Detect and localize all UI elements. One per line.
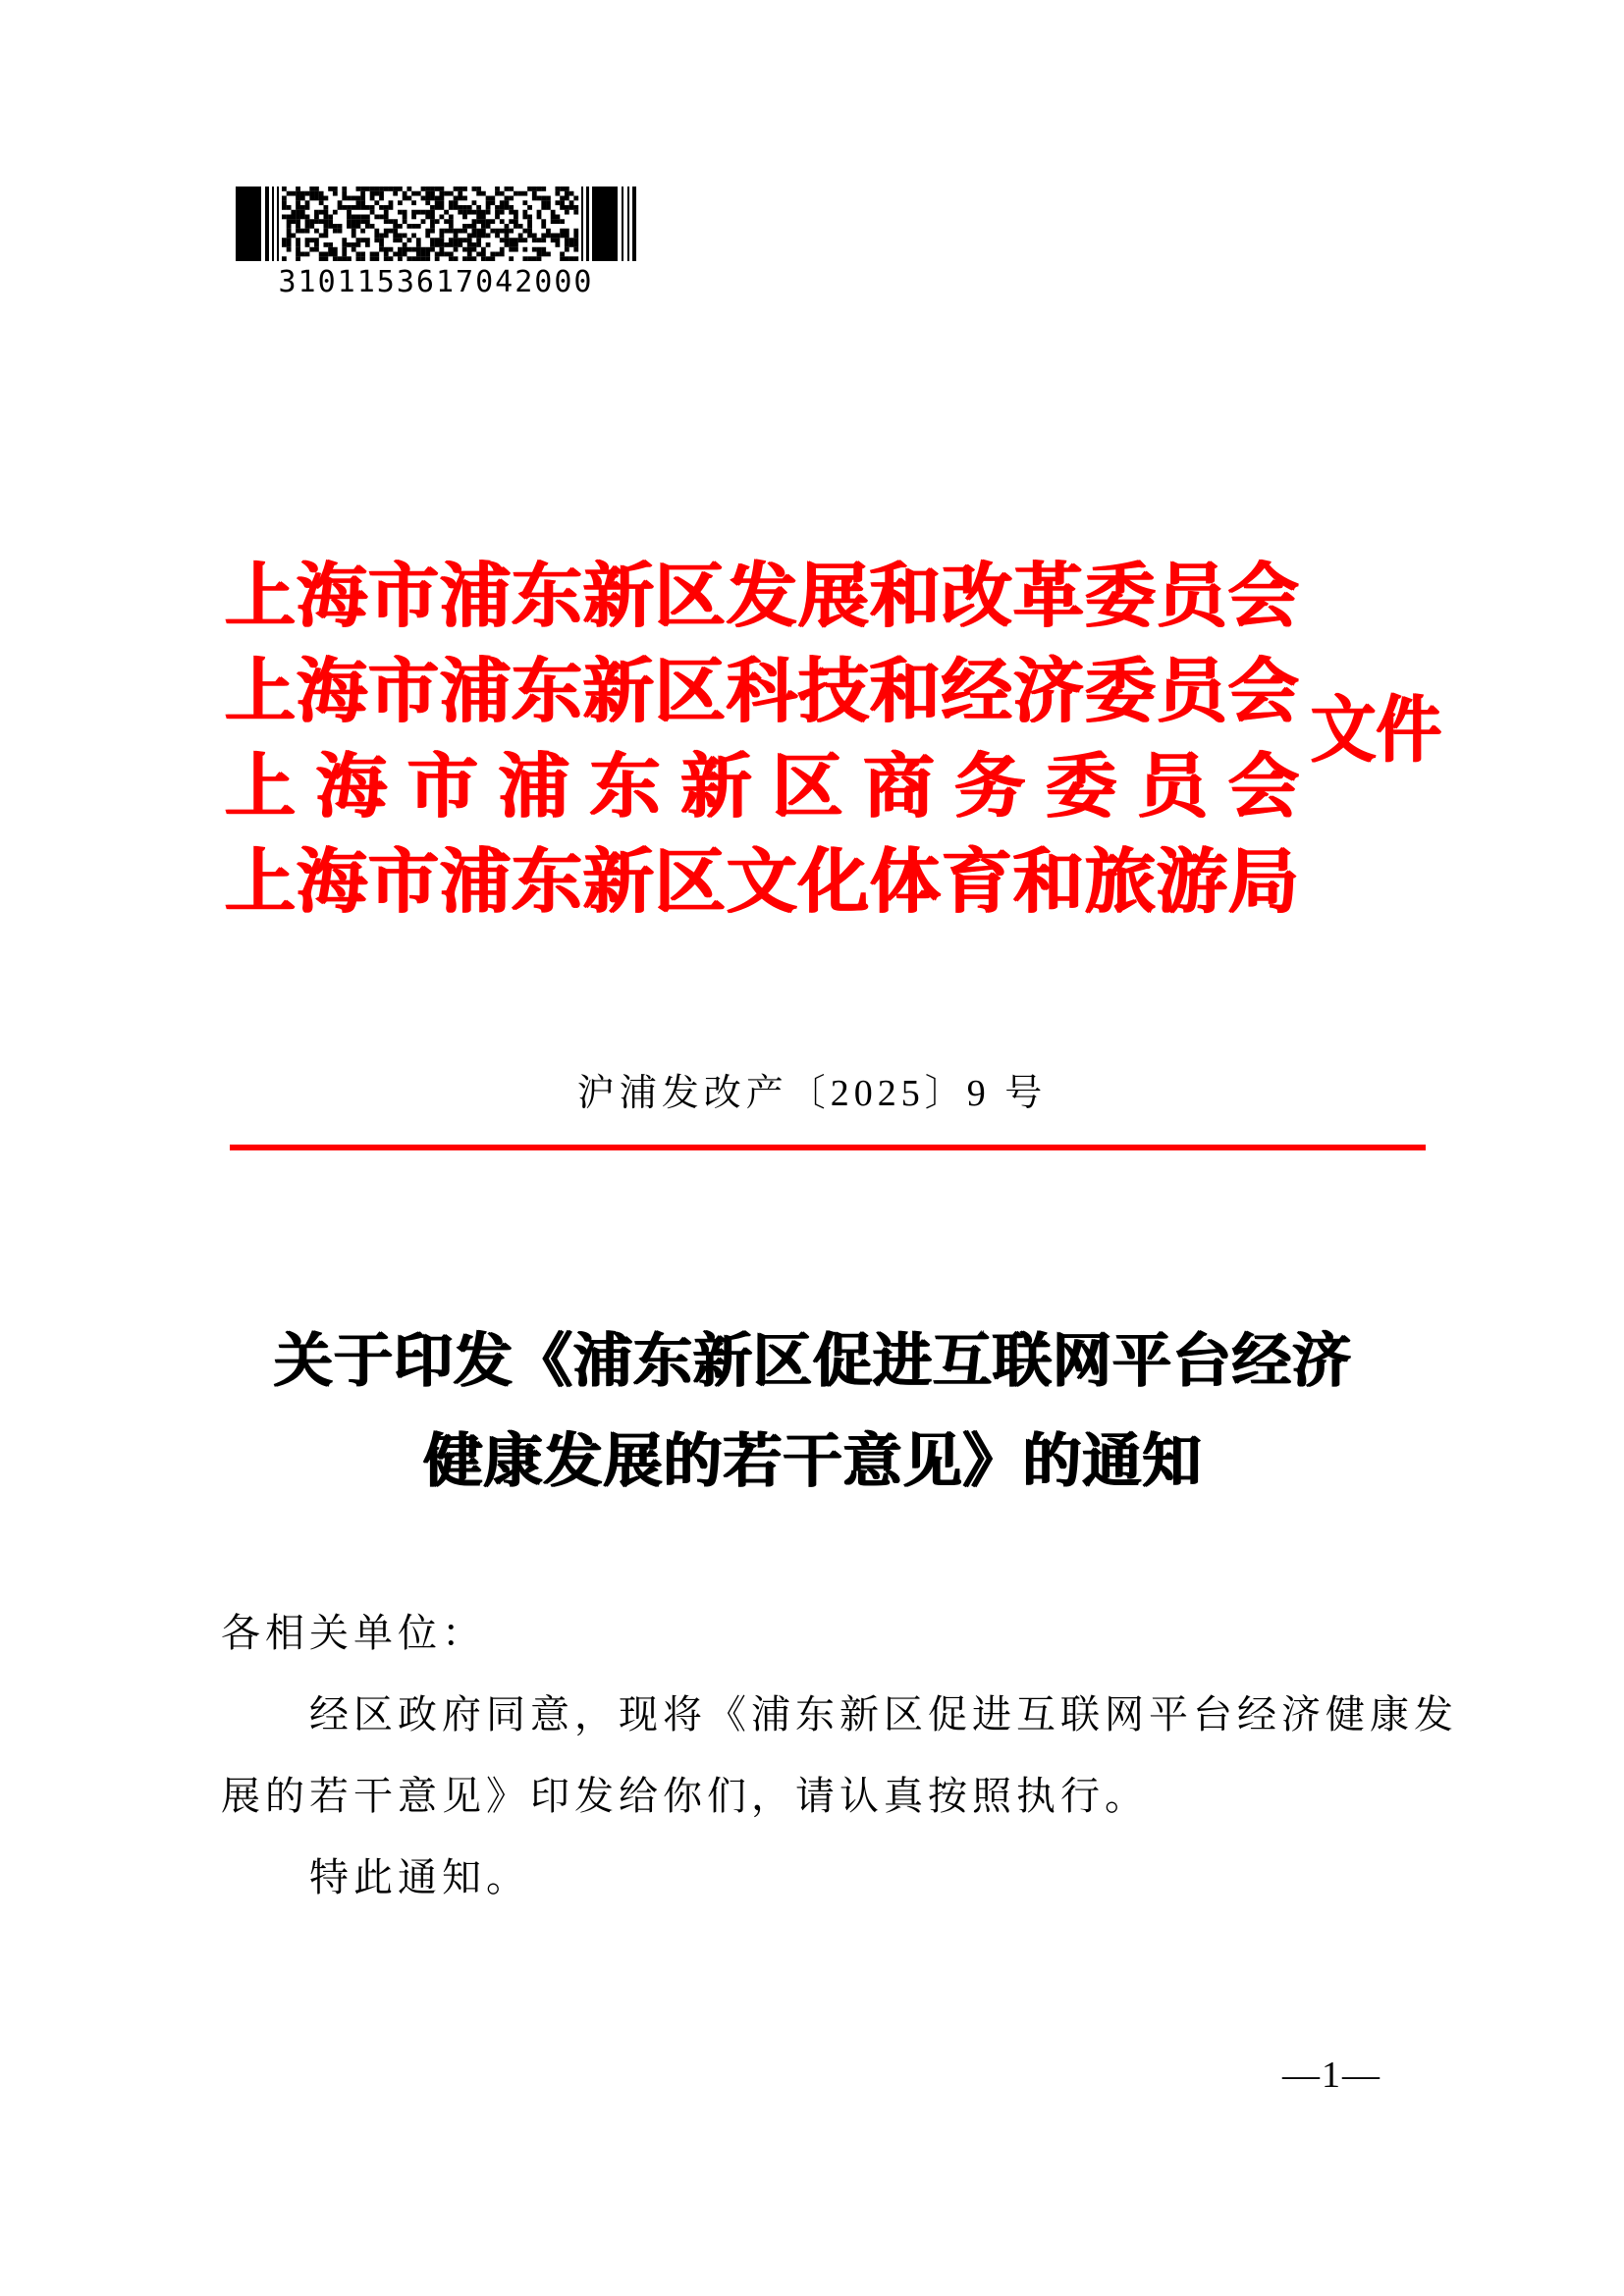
agency-line-1: 上 海 市 浦 东 新 区 发 展 和 改 革 委 员 会	[224, 558, 1298, 636]
barcode-block	[236, 187, 636, 299]
agency-line-3: 上 海 市 浦 东 新 区 商 务 委 员 会	[224, 748, 1298, 827]
title-line-1: 关于印发《浦东新区促进互联网平台经济	[273, 1329, 1351, 1394]
closing-line: 特此通知。	[309, 1855, 530, 1899]
document-suffix-label: 文件	[1310, 691, 1441, 772]
agency-line-2: 上 海 市 浦 东 新 区 科 技 和 经 济 委 员 会	[224, 653, 1298, 731]
agency-line-4: 上 海 市 浦 东 新 区 文 化 体 育 和 旅 游 局	[224, 843, 1298, 922]
page-number: —1—	[1282, 2055, 1381, 2096]
red-divider	[230, 1145, 1426, 1150]
issuing-agencies	[224, 550, 1298, 931]
body-text	[221, 1592, 1456, 1918]
salutation: 各相关单位：	[221, 1611, 486, 1655]
document-title	[0, 1311, 1624, 1512]
body-paragraph-line-2: 展的若干意见》印发给你们，请认真按照执行。	[221, 1774, 1149, 1818]
body-paragraph-line-1: 经区政府同意，现将《浦东新区促进互联网平台经济健康发	[309, 1692, 1458, 1736]
barcode-number: 3101153617042000	[278, 265, 594, 299]
barcode-image	[236, 187, 636, 261]
document-number: 沪浦发改产〔2025〕9 号	[576, 1073, 1048, 1114]
title-line-2: 健康发展的若干意见》的通知	[422, 1429, 1202, 1494]
